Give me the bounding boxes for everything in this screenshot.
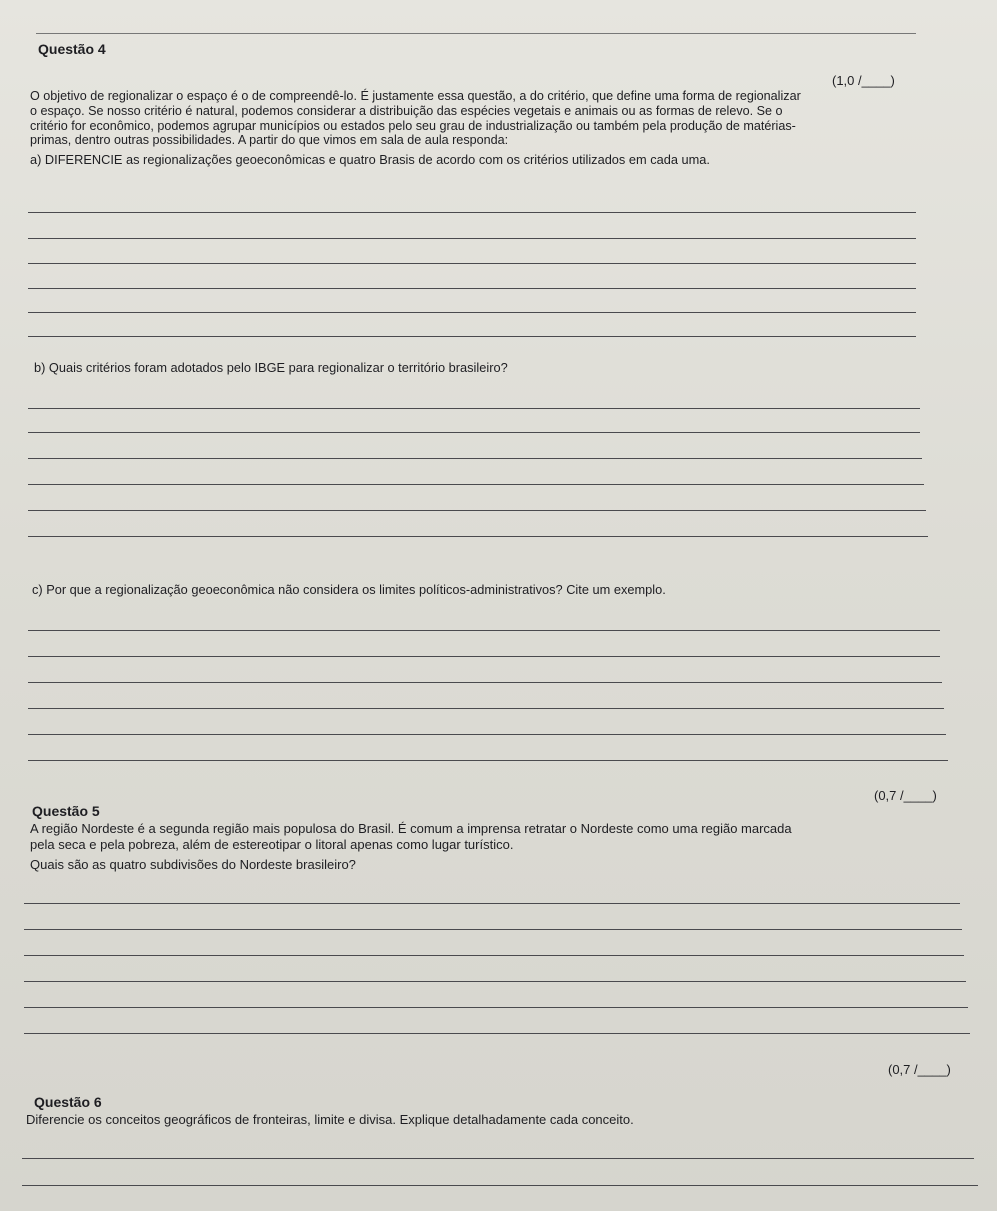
answer-line[interactable] bbox=[28, 432, 920, 433]
answer-line[interactable] bbox=[28, 630, 940, 631]
question-4-title: Questão 4 bbox=[38, 41, 106, 57]
answer-line[interactable] bbox=[28, 212, 916, 213]
intro-line: critério for econômico, podemos agrupar municípios ou estados pelo seu grau de industrialização ou também pela produção de matérias- bbox=[30, 118, 796, 133]
answer-line[interactable] bbox=[28, 708, 944, 709]
answer-line[interactable] bbox=[28, 484, 924, 485]
answer-line[interactable] bbox=[28, 734, 946, 735]
answer-line[interactable] bbox=[28, 458, 922, 459]
answer-line[interactable] bbox=[28, 656, 940, 657]
question-4-intro bbox=[30, 89, 970, 148]
question-6-title: Questão 6 bbox=[34, 1094, 102, 1110]
answer-line[interactable] bbox=[28, 288, 916, 289]
answer-line[interactable] bbox=[24, 981, 966, 982]
answer-line[interactable] bbox=[28, 760, 948, 761]
answer-line[interactable] bbox=[28, 312, 916, 313]
answer-line[interactable] bbox=[28, 510, 926, 511]
question-5-text: Quais são as quatro subdivisões do Nordeste brasileiro? bbox=[30, 857, 356, 872]
answer-line[interactable] bbox=[24, 1007, 968, 1008]
header-divider bbox=[36, 33, 916, 34]
answer-line[interactable] bbox=[28, 263, 916, 264]
answer-line[interactable] bbox=[28, 536, 928, 537]
answer-line[interactable] bbox=[24, 903, 960, 904]
answer-line[interactable] bbox=[28, 336, 916, 337]
answer-line[interactable] bbox=[22, 1185, 978, 1186]
question-4b-text: b) Quais critérios foram adotados pelo IBGE para regionalizar o território brasileiro? bbox=[34, 360, 508, 375]
question-5-intro bbox=[30, 821, 970, 853]
question-5-score: (0,7 /____) bbox=[874, 788, 937, 803]
answer-line[interactable] bbox=[24, 1033, 970, 1034]
answer-line[interactable] bbox=[28, 408, 920, 409]
answer-line[interactable] bbox=[24, 929, 962, 930]
intro-line: primas, dentro outras possibilidades. A partir do que vimos em sala de aula responda: bbox=[30, 133, 509, 148]
question-6-text: Diferencie os conceitos geográficos de fronteiras, limite e divisa. Explique detalhadamente cada conceito. bbox=[26, 1112, 634, 1127]
answer-line[interactable] bbox=[22, 1158, 974, 1159]
answer-line[interactable] bbox=[28, 238, 916, 239]
intro-line: pela seca e pela pobreza, além de estereotipar o litoral apenas como lugar turístico. bbox=[30, 837, 514, 852]
question-5-title: Questão 5 bbox=[32, 803, 100, 819]
question-6-score: (0,7 /____) bbox=[888, 1062, 951, 1077]
answer-line[interactable] bbox=[28, 682, 942, 683]
question-4a-text: a) DIFERENCIE as regionalizações geoeconômicas e quatro Brasis de acordo com os critérios utilizados em cada uma. bbox=[30, 152, 710, 167]
intro-line: o espaço. Se nosso critério é natural, podemos considerar a distribuição das espécies vegetais e animais ou as formas de relevo. Se o bbox=[30, 103, 783, 118]
answer-line[interactable] bbox=[24, 955, 964, 956]
intro-line: O objetivo de regionalizar o espaço é o de compreendê-lo. É justamente essa questão, a do critério, que define uma forma de regionalizar bbox=[30, 89, 801, 103]
intro-line: A região Nordeste é a segunda região mais populosa do Brasil. É comum a imprensa retratar o Nordeste como uma região marcada bbox=[30, 821, 792, 836]
question-4c-text: c) Por que a regionalização geoeconômica não considera os limites políticos-administrativos? Cite um exemplo. bbox=[32, 582, 666, 597]
question-4-score: (1,0 /____) bbox=[832, 73, 895, 88]
